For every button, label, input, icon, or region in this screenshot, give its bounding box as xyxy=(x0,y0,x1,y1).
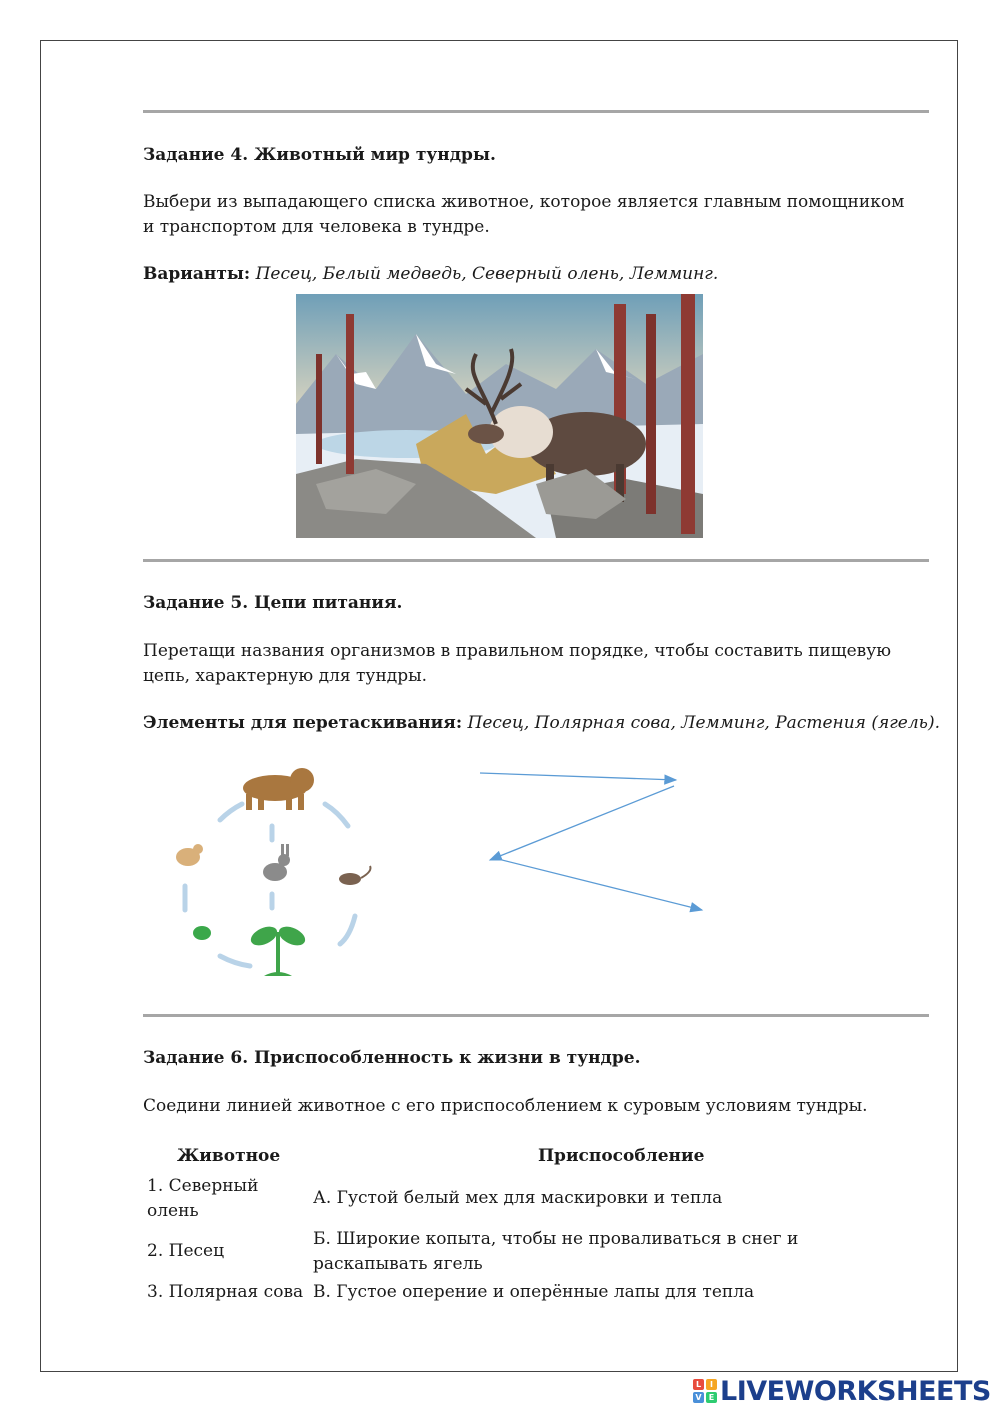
task5-title: Задание 5. Цепи питания. xyxy=(143,593,403,613)
food-chain-diagram xyxy=(160,760,400,990)
adaptation-a: А. Густой белый мех для маскировки и тепла xyxy=(313,1188,723,1208)
task6-title: Задание 6. Приспособленность к жизни в тундре. xyxy=(143,1048,641,1068)
task6-instruction: Соедини линией животное с его приспособлением к суровым условиям тундры. xyxy=(143,1096,868,1116)
logo-text: LIVEWORKSHEETS xyxy=(720,1375,991,1407)
adaptation-b-line2: раскапывать ягель xyxy=(313,1254,483,1274)
liveworksheets-logo xyxy=(693,1375,991,1407)
beetle-icon xyxy=(193,926,211,940)
lion-icon xyxy=(243,768,314,810)
col-adaptation-header: Приспособление xyxy=(538,1146,705,1166)
col-animal-header: Животное xyxy=(177,1146,281,1166)
adaptation-v: В. Густое оперение и оперённые лапы для тепла xyxy=(313,1282,755,1302)
adaptation-b-line1: Б. Широкие копыта, чтобы не проваливаться в снег и xyxy=(313,1229,799,1249)
task5-elements xyxy=(143,711,940,736)
animal-1-line2: олень xyxy=(147,1201,199,1221)
variants-label: Варианты: xyxy=(143,264,251,284)
sprout-icon xyxy=(248,923,308,976)
mouse-icon xyxy=(339,866,371,885)
logo-mark-icon: L I V E xyxy=(693,1379,717,1403)
elements-label: Элементы для перетаскивания: xyxy=(143,713,463,733)
task4-instruction-line2: и транспортом для человека в тундре. xyxy=(143,217,490,237)
task5-instruction-line2: цепь, характерную для тундры. xyxy=(143,666,428,686)
task4-title: Задание 4. Животный мир тундры. xyxy=(143,145,496,165)
elements-list: Песец, Полярная сова, Лемминг, Растения (ягель). xyxy=(462,713,940,733)
animal-1-line1: 1. Северный xyxy=(147,1176,259,1196)
divider xyxy=(143,110,929,113)
rabbit-icon xyxy=(263,844,290,881)
animal-3: 3. Полярная сова xyxy=(147,1282,304,1302)
chicken-icon xyxy=(176,844,203,866)
reindeer-illustration xyxy=(296,294,703,538)
task5-instruction-line1: Перетащи названия организмов в правильном порядке, чтобы составить пищевую xyxy=(143,641,891,661)
task4-variants xyxy=(143,262,718,287)
variants-list: Песец, Белый медведь, Северный олень, Лемминг. xyxy=(250,264,719,284)
chain-arrows xyxy=(470,760,730,930)
animal-2: 2. Песец xyxy=(147,1241,225,1261)
divider xyxy=(143,1014,929,1017)
task4-instruction-line1: Выбери из выпадающего списка животное, которое является главным помощником xyxy=(143,192,905,212)
divider xyxy=(143,559,929,562)
